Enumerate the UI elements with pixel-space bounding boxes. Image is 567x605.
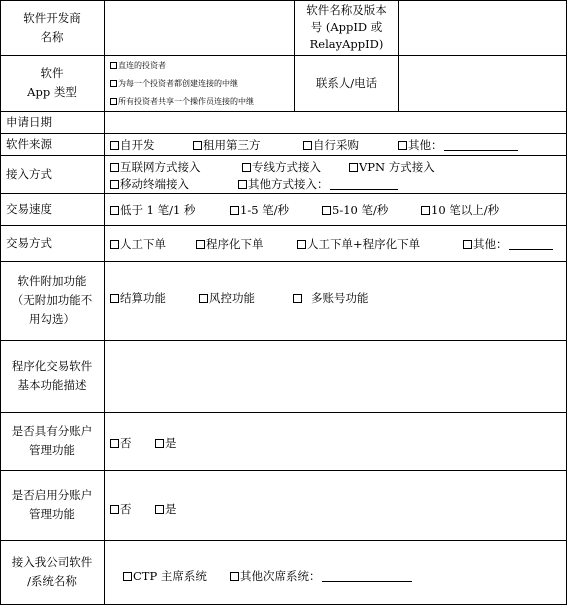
column-divider [104, 0, 105, 605]
source-option-self-developed[interactable]: 自开发 [110, 137, 155, 153]
checkbox[interactable] [242, 163, 251, 172]
checkbox[interactable] [110, 294, 119, 303]
method-option-manual[interactable]: 人工下单 [110, 236, 166, 252]
has-subaccount-option-no[interactable]: 否 [110, 435, 132, 451]
checkbox[interactable] [193, 141, 202, 150]
checkbox[interactable] [110, 180, 119, 189]
app-type-option-relay-each[interactable]: 为每一个投资者都创建连接的中继 [110, 78, 238, 89]
checkbox[interactable] [110, 439, 119, 448]
checkbox[interactable] [199, 294, 208, 303]
speed-option-1-5[interactable]: 1-5 笔/秒 [230, 202, 289, 218]
checkbox[interactable] [293, 294, 302, 303]
method-option-manual-plus-programmatic[interactable]: 人工下单+程序化下单 [297, 236, 420, 252]
source-option-self-purchase[interactable]: 自行采购 [303, 137, 359, 153]
enabled-subaccount-option-no[interactable]: 否 [110, 501, 132, 517]
program-description-label: 程序化交易软件 基本功能描述 [11, 359, 93, 392]
checkbox[interactable] [322, 206, 331, 215]
checkbox[interactable] [238, 180, 247, 189]
our-system-label: 接入我公司软件 /系统名称 [11, 555, 93, 588]
checkbox[interactable] [110, 240, 119, 249]
trade-speed-label: 交易速度 [6, 201, 52, 216]
checkbox[interactable] [398, 141, 407, 150]
access-method-label: 接入方式 [6, 166, 52, 181]
checkbox[interactable] [110, 141, 119, 150]
source-other-blank[interactable] [444, 140, 518, 151]
method-other-blank[interactable] [509, 239, 553, 250]
enabled-subaccount-option-yes[interactable]: 是 [155, 501, 177, 517]
checkbox[interactable] [110, 163, 119, 172]
developer-value[interactable] [105, 1, 294, 55]
enabled-subaccount-label: 是否启用分账户 管理功能 [11, 488, 93, 521]
checkbox[interactable] [463, 240, 472, 249]
speed-option-under-1[interactable]: 低于 1 笔/1 秒 [110, 202, 195, 218]
checkbox[interactable] [303, 141, 312, 150]
checkbox[interactable] [349, 163, 358, 172]
access-option-vpn[interactable]: VPN 方式接入 [349, 159, 435, 175]
checkbox[interactable] [196, 240, 205, 249]
checkbox[interactable] [110, 80, 117, 87]
addon-option-multi-account[interactable]: 多账号功能 [293, 290, 369, 306]
app-type-label: 软件 App 类型 [27, 66, 77, 99]
method-option-programmatic[interactable]: 程序化下单 [196, 236, 264, 252]
checkbox[interactable] [110, 505, 119, 514]
software-name-value[interactable] [399, 1, 566, 55]
checkbox[interactable] [230, 572, 239, 581]
source-option-other[interactable]: 其他： [398, 137, 518, 153]
system-other-blank[interactable] [322, 571, 412, 582]
apply-date-label: 申请日期 [6, 114, 52, 129]
developer-label: 软件开发商名称 [23, 10, 81, 44]
checkbox[interactable] [421, 206, 430, 215]
contact-label: 联系人/电话 [315, 76, 378, 90]
access-option-dedicated-line[interactable]: 专线方式接入 [242, 159, 321, 175]
checkbox[interactable] [110, 98, 117, 105]
checkbox[interactable] [110, 62, 117, 69]
access-option-internet[interactable]: 互联网方式接入 [110, 159, 201, 175]
software-source-label: 软件来源 [6, 136, 52, 151]
checkbox[interactable] [155, 439, 164, 448]
speed-option-over-10[interactable]: 10 笔以上/秒 [421, 202, 499, 218]
trade-method-label: 交易方式 [6, 235, 52, 250]
speed-option-5-10[interactable]: 5-10 笔/秒 [322, 202, 388, 218]
contact-value[interactable] [399, 56, 566, 111]
addon-functions-label: 软件附加功能 （无附加功能不 用勾选） [11, 274, 93, 326]
system-option-ctp-main[interactable]: CTP 主席系统 [123, 568, 207, 584]
apply-date-value[interactable] [105, 112, 566, 133]
system-option-other-secondary[interactable]: 其他次席系统： [230, 568, 412, 584]
has-subaccount-option-yes[interactable]: 是 [155, 435, 177, 451]
app-type-option-direct[interactable]: 直连的投资者 [110, 60, 166, 71]
checkbox[interactable] [155, 505, 164, 514]
app-type-option-relay-shared[interactable]: 所有投资者共享一个操作员连接的中继 [110, 96, 254, 107]
addon-option-settlement[interactable]: 结算功能 [110, 290, 166, 306]
checkbox[interactable] [110, 206, 119, 215]
program-description-value[interactable] [105, 341, 566, 412]
checkbox[interactable] [297, 240, 306, 249]
checkbox[interactable] [123, 572, 132, 581]
access-option-mobile[interactable]: 移动终端接入 [110, 176, 189, 192]
software-name-label: 软件名称及版本 号 (AppID 或 RelayAppID) [306, 3, 387, 51]
method-option-other[interactable]: 其他： [463, 236, 553, 252]
checkbox[interactable] [230, 206, 239, 215]
access-option-other[interactable]: 其他方式接入： [238, 176, 398, 192]
access-other-blank[interactable] [330, 179, 398, 190]
has-subaccount-label: 是否具有分账户 管理功能 [11, 424, 93, 457]
source-option-rent-third-party[interactable]: 租用第三方 [193, 137, 261, 153]
addon-option-risk-control[interactable]: 风控功能 [199, 290, 255, 306]
